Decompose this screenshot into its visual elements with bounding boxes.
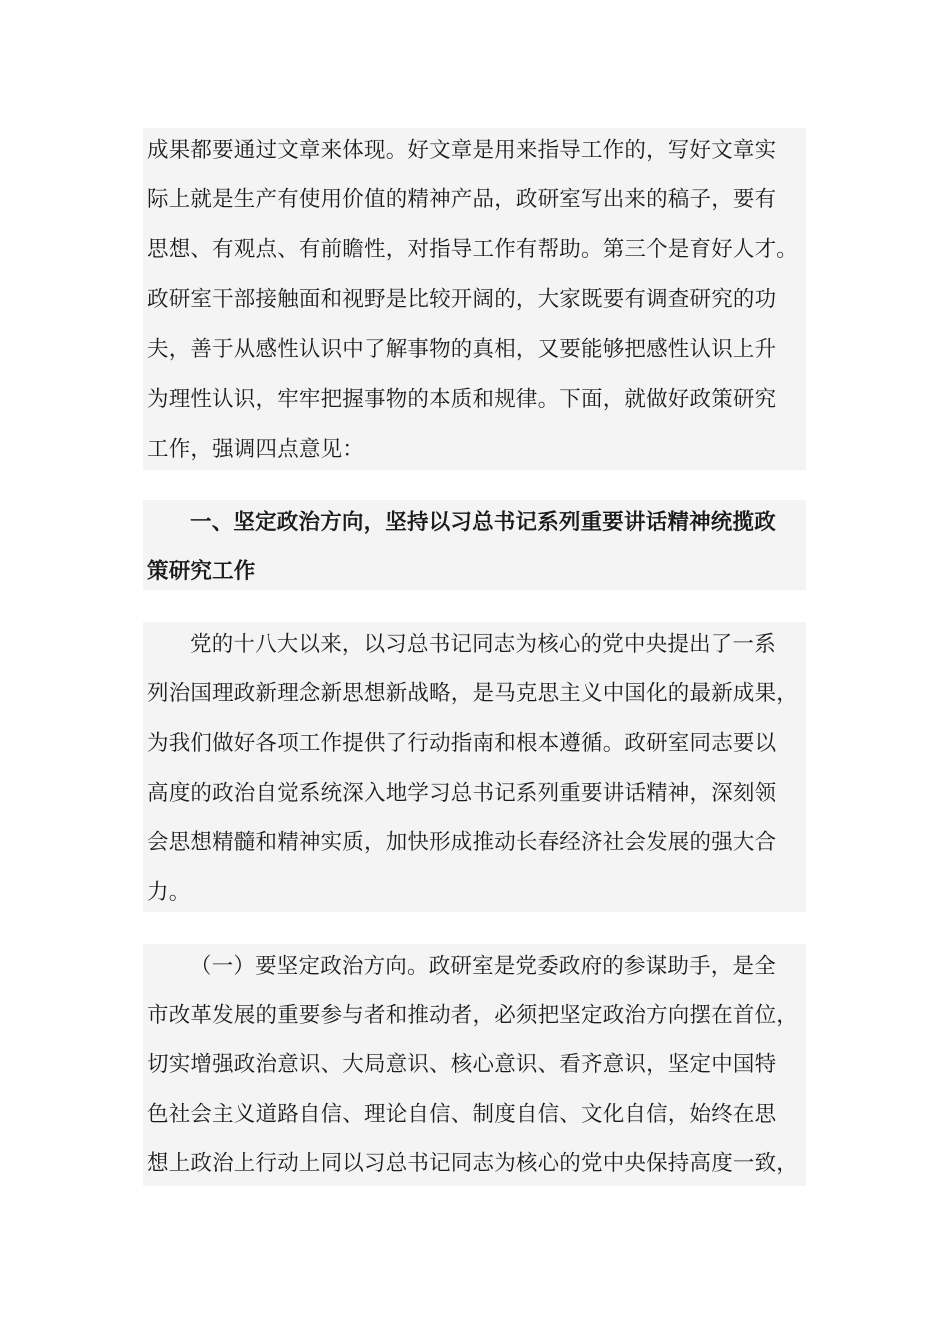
section-heading: 策研究工作 <box>147 559 256 584</box>
body-line: 党的十八大以来，以习总书记同志为核心的党中央提出了一系 <box>190 632 776 657</box>
intro-line: 为理性认识，牢牢把握事物的本质和规律。下面，就做好政策研究 <box>147 387 777 412</box>
body-line: 色社会主义道路自信、理论自信、制度自信、文化自信，始终在思 <box>147 1102 777 1127</box>
body-line: 为我们做好各项工作提供了行动指南和根本遵循。政研室同志要以 <box>147 731 777 756</box>
body-line: 列治国理政新理念新思想新战略，是马克思主义中国化的最新成果， <box>147 681 799 706</box>
body-line: 市改革发展的重要参与者和推动者，必须把坚定政治方向摆在首位， <box>147 1003 799 1028</box>
body-line: 力。 <box>147 880 191 905</box>
intro-line: 工作，强调四点意见： <box>147 437 365 462</box>
intro-line: 政研室干部接触面和视野是比较开阔的，大家既要有调查研究的功 <box>147 287 777 312</box>
intro-line: 夫，善于从感性认识中了解事物的真相，又要能够把感性认识上升 <box>147 337 777 362</box>
body-line: 会思想精髓和精神实质，加快形成推动长春经济社会发展的强大合 <box>147 830 777 855</box>
body-line: 高度的政治自觉系统深入地学习总书记系列重要讲话精神，深刻领 <box>147 781 777 806</box>
section-heading: 一、坚定政治方向，坚持以习总书记系列重要讲话精神统揽政 <box>190 510 776 535</box>
intro-line: 成果都要通过文章来体现。好文章是用来指导工作的，写好文章实 <box>147 138 777 163</box>
body-line: 想上政治上行动上同以习总书记同志为核心的党中央保持高度一致， <box>147 1151 799 1176</box>
shade-block <box>143 622 806 912</box>
body-line: （一）要坚定政治方向。政研室是党委政府的参谋助手，是全 <box>190 954 776 979</box>
intro-line: 思想、有观点、有前瞻性，对指导工作有帮助。第三个是育好人才。 <box>147 237 799 262</box>
body-line: 切实增强政治意识、大局意识、核心意识、看齐意识，坚定中国特 <box>147 1052 777 1077</box>
intro-line: 际上就是生产有使用价值的精神产品，政研室写出来的稿子，要有 <box>147 187 777 212</box>
